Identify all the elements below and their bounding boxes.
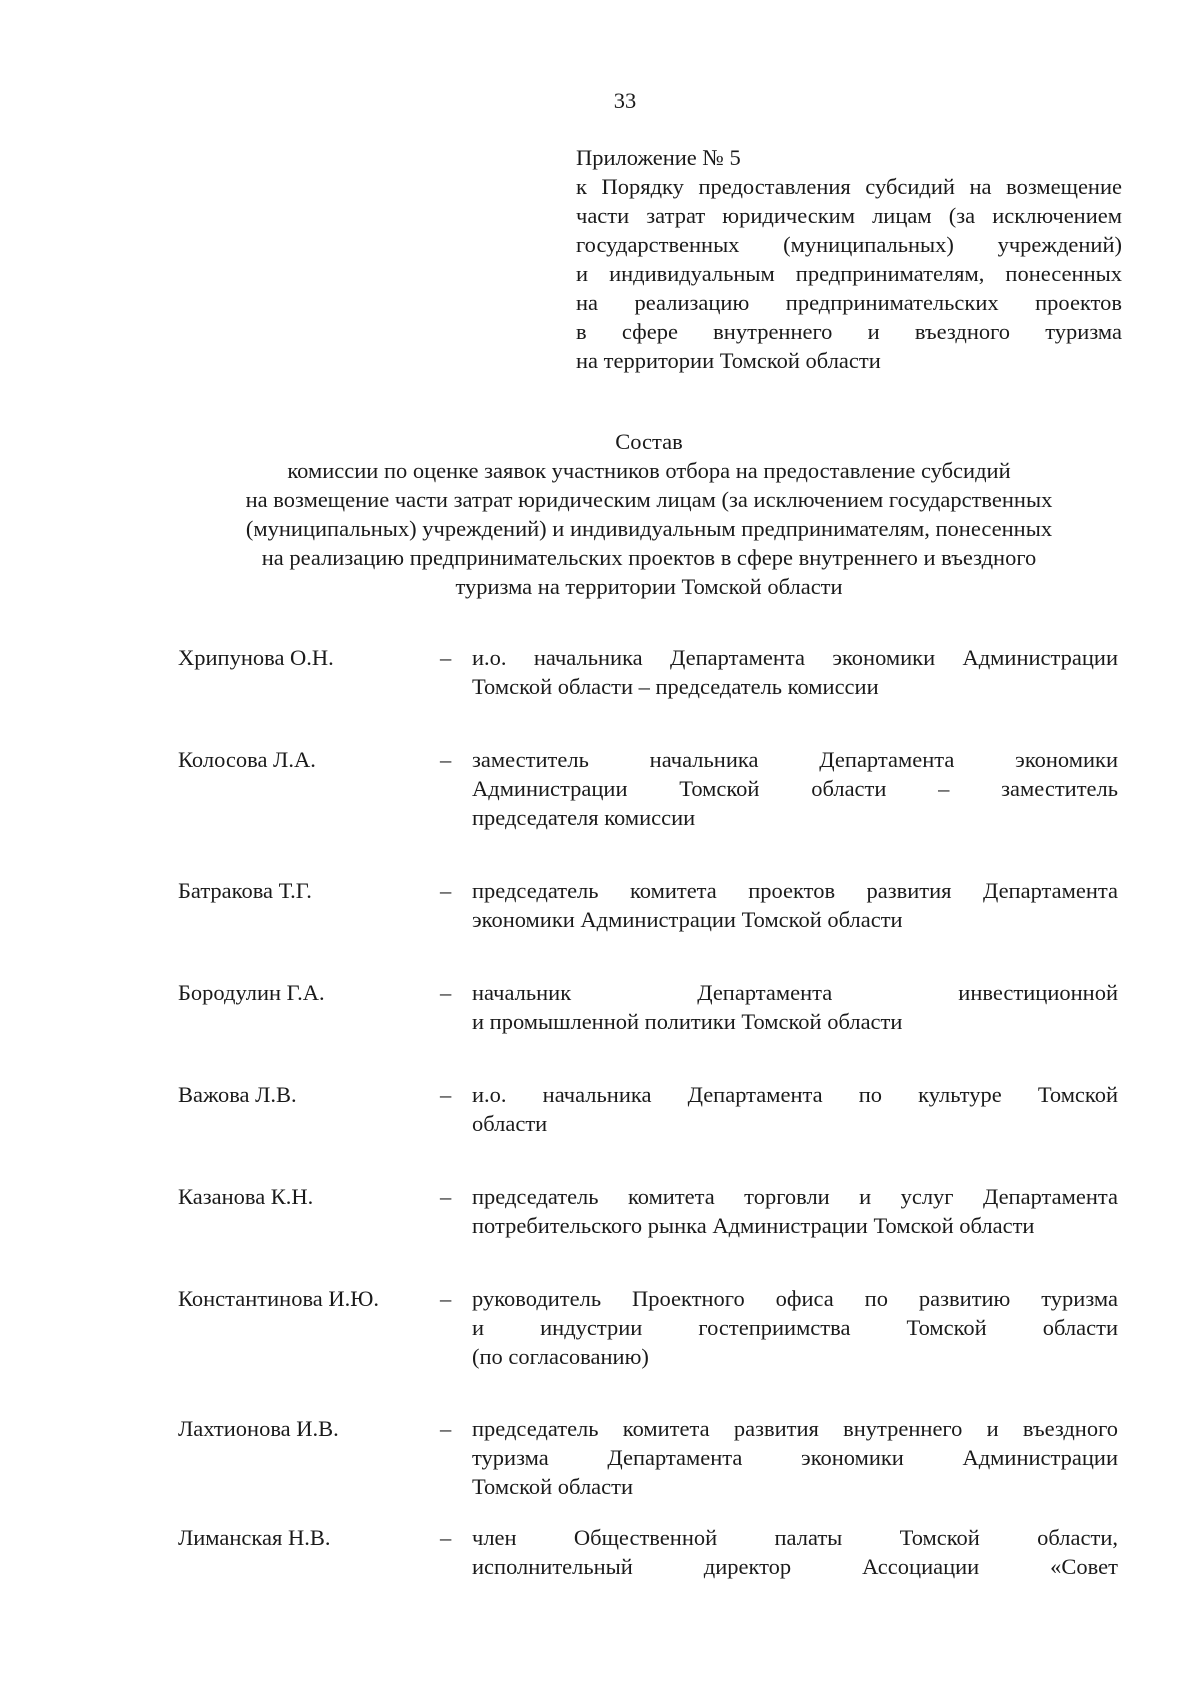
member-dash: – (440, 1082, 452, 1107)
member-role-line: и индустрии гостеприимства Томской области (472, 1315, 1118, 1340)
appendix-line: и индивидуальным предпринимателям, понесенных (576, 261, 1122, 286)
page-number: 33 (613, 88, 637, 113)
appendix-line: на территории Томской области (576, 348, 881, 373)
appendix-line: в сфере внутреннего и въездного туризма (576, 319, 1122, 344)
appendix-line: части затрат юридическим лицам (за исключением (576, 203, 1122, 228)
member-dash: – (440, 878, 452, 903)
title-line: комиссии по оценке заявок участников отбора на предоставление субсидий (287, 458, 1011, 483)
member-role-line: области (472, 1111, 548, 1136)
member-name: Лиманская Н.В. (178, 1525, 331, 1550)
member-role-line: начальник Департамента инвестиционной (472, 980, 1118, 1005)
member-role-line: руководитель Проектного офиса по развитию туризма (472, 1286, 1118, 1311)
appendix-line: Приложение № 5 (576, 145, 741, 170)
member-role-line: туризма Департамента экономики Администрации (472, 1445, 1118, 1470)
member-role (472, 876, 1118, 934)
appendix-line: к Порядку предоставления субсидий на возмещение (576, 174, 1122, 199)
member-role-line: Администрации Томской области – заместитель (472, 776, 1118, 801)
appendix-line: на реализацию предпринимательских проектов (576, 290, 1122, 315)
member-role-line: и промышленной политики Томской области (472, 1009, 903, 1034)
member-role (472, 1414, 1118, 1501)
member-dash: – (440, 1286, 452, 1311)
member-role-line: председатель комитета проектов развития Департамента (472, 878, 1118, 903)
title-line: Состав (615, 429, 683, 454)
member-role (472, 1523, 1118, 1581)
member-name: Казанова К.Н. (178, 1184, 314, 1209)
appendix-header (576, 143, 1122, 375)
member-role-line: председателя комиссии (472, 805, 696, 830)
member-role (472, 745, 1118, 832)
document-title (150, 427, 1148, 601)
member-dash: – (440, 1525, 452, 1550)
member-dash: – (440, 645, 452, 670)
member-dash: – (440, 747, 452, 772)
member-role-line: (по согласованию) (472, 1344, 649, 1369)
title-line: (муниципальных) учреждений) и индивидуальным предпринимателям, понесенных (245, 516, 1053, 541)
title-line: на реализацию предпринимательских проектов в сфере внутреннего и въездного (261, 545, 1037, 570)
member-role-line: заместитель начальника Департамента экономики (472, 747, 1118, 772)
member-role-line: член Общественной палаты Томской области, (472, 1525, 1118, 1550)
member-name: Константинова И.Ю. (178, 1286, 380, 1311)
member-role (472, 1284, 1118, 1371)
member-dash: – (440, 980, 452, 1005)
title-line: на возмещение части затрат юридическим лицам (за исключением государственных (245, 487, 1053, 512)
member-name: Колосова Л.А. (178, 747, 316, 772)
member-role (472, 978, 1118, 1036)
member-role-line: Томской области (472, 1474, 634, 1499)
member-role-line: исполнительный директор Ассоциации «Совет (472, 1554, 1118, 1579)
member-name: Батракова Т.Г. (178, 878, 312, 903)
appendix-line: государственных (муниципальных) учреждений) (576, 232, 1122, 257)
member-name: Бородулин Г.А. (178, 980, 325, 1005)
member-role-line: председатель комитета торговли и услуг Департамента (472, 1184, 1118, 1209)
member-role-line: и.о. начальника Департамента по культуре Томской (472, 1082, 1118, 1107)
member-role (472, 643, 1118, 701)
member-name: Хрипунова О.Н. (178, 645, 334, 670)
member-name: Важова Л.В. (178, 1082, 297, 1107)
member-role-line: Томской области – председатель комиссии (472, 674, 879, 699)
member-name: Лахтионова И.В. (178, 1416, 339, 1441)
member-role (472, 1182, 1118, 1240)
title-line: туризма на территории Томской области (455, 574, 843, 599)
member-dash: – (440, 1184, 452, 1209)
member-role-line: председатель комитета развития внутреннего и въездного (472, 1416, 1118, 1441)
member-role (472, 1080, 1118, 1138)
member-role-line: экономики Администрации Томской области (472, 907, 903, 932)
member-role-line: и.о. начальника Департамента экономики Администрации (472, 645, 1118, 670)
member-role-line: потребительского рынка Администрации Томской области (472, 1213, 1035, 1238)
member-dash: – (440, 1416, 452, 1441)
